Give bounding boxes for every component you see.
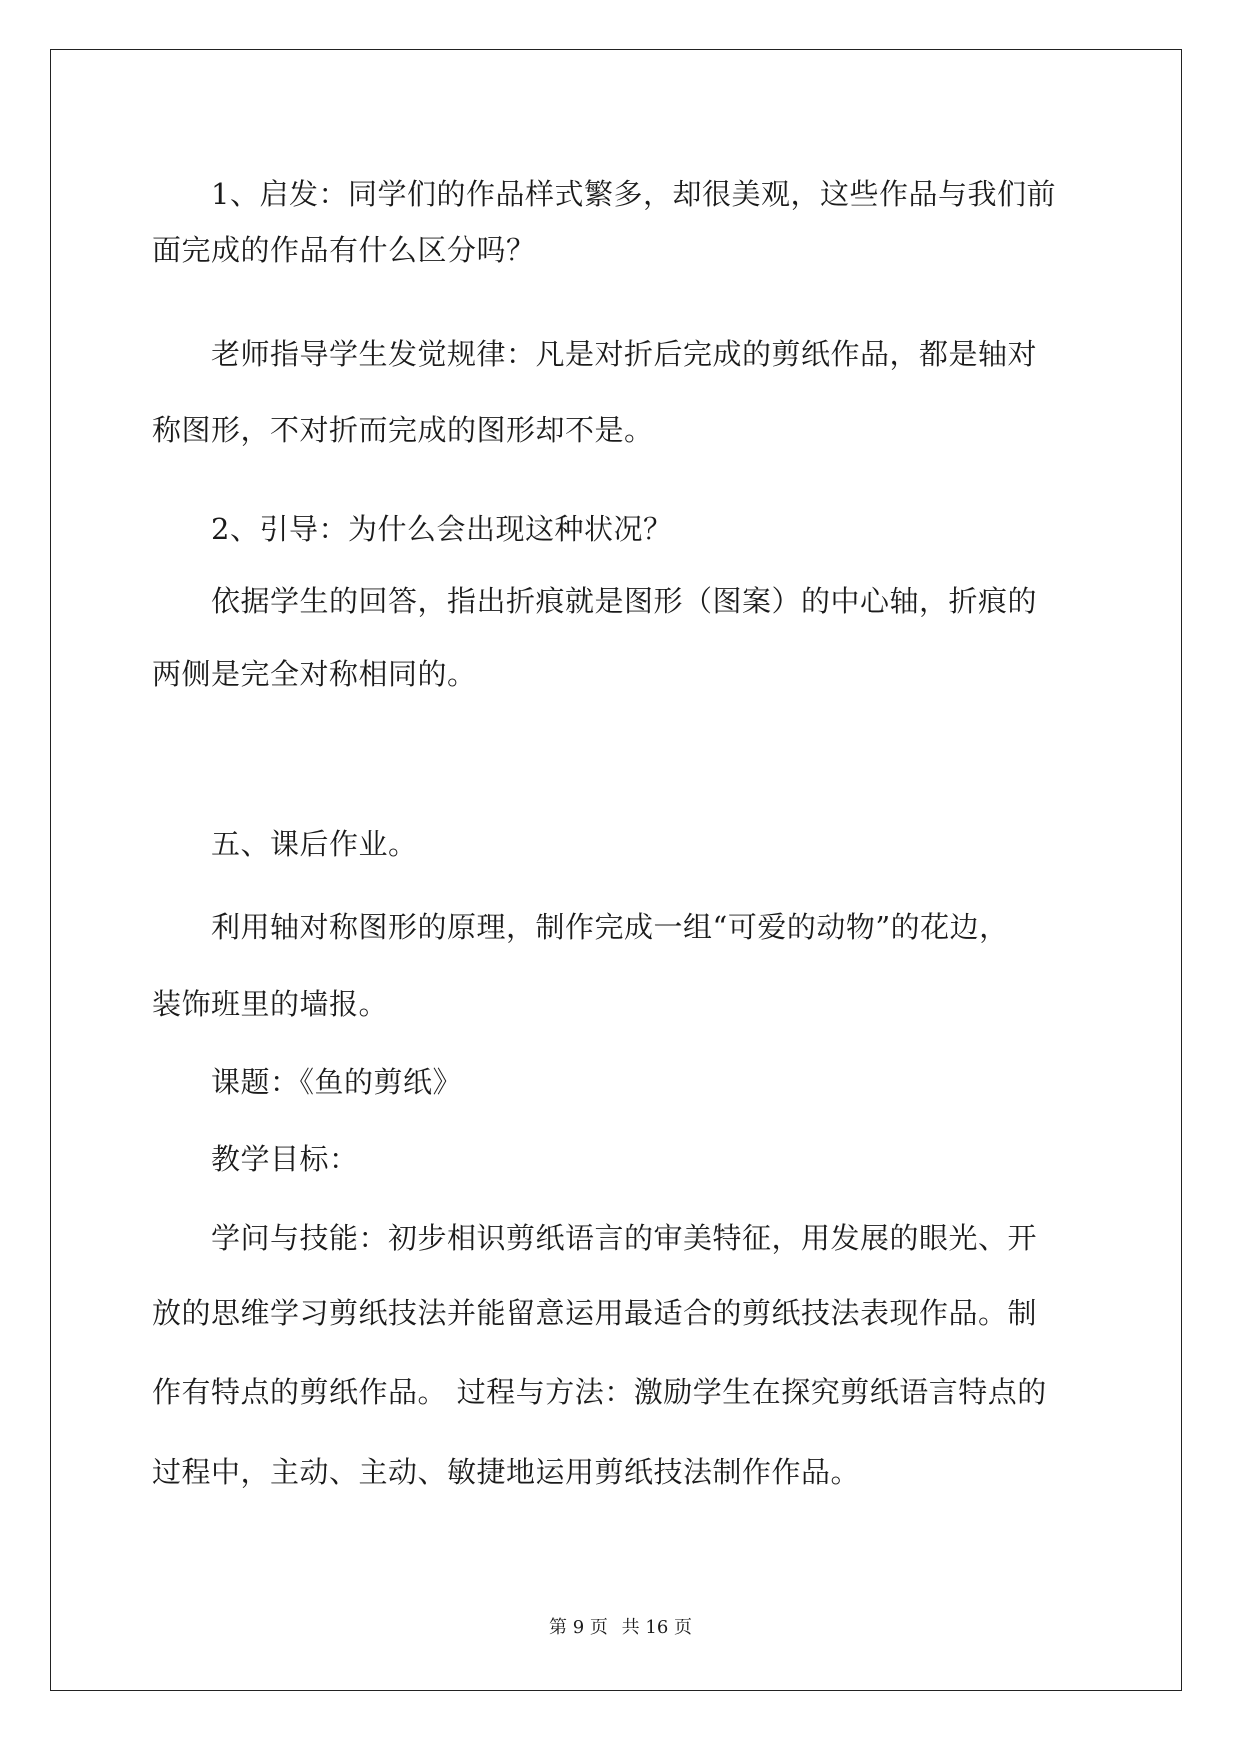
text-line: 五、课后作业。 [152, 827, 418, 861]
text-line: 过程中，主动、主动、敏捷地运用剪纸技法制作作品。 [152, 1455, 861, 1489]
text-line: 1、启发：同学们的作品样式繁多，却很美观，这些作品与我们前 [152, 177, 1056, 211]
text-line: 教学目标： [152, 1142, 359, 1176]
page-total: 共 16 页 [621, 1617, 692, 1638]
text-line: 作有特点的剪纸作品。 过程与方法：激励学生在探究剪纸语言特点的 [152, 1375, 1047, 1409]
text-line: 学问与技能：初步相识剪纸语言的审美特征，用发展的眼光、开 [152, 1221, 1038, 1255]
text-line: 利用轴对称图形的原理，制作完成一组“可爱的动物”的花边， [152, 910, 1009, 944]
page-footer [0, 1613, 1241, 1639]
text-line: 放的思维学习剪纸技法并能留意运用最适合的剪纸技法表现作品。制 [152, 1296, 1038, 1330]
text-line: 课题：《鱼的剪纸》 [152, 1065, 463, 1099]
text-line: 老师指导学生发觉规律：凡是对折后完成的剪纸作品，都是轴对 [152, 337, 1038, 371]
text-line: 称图形，不对折而完成的图形却不是。 [152, 413, 654, 447]
text-line: 依据学生的回答，指出折痕就是图形（图案）的中心轴，折痕的 [152, 584, 1038, 618]
text-line: 两侧是完全对称相同的。 [152, 657, 477, 691]
text-line: 2、引导：为什么会出现这种状况？ [152, 512, 673, 546]
text-line: 面完成的作品有什么区分吗？ [152, 233, 536, 267]
text-line: 装饰班里的墙报。 [152, 987, 389, 1021]
page-border [50, 49, 1182, 1691]
page-number: 第 9 页 [549, 1617, 608, 1638]
